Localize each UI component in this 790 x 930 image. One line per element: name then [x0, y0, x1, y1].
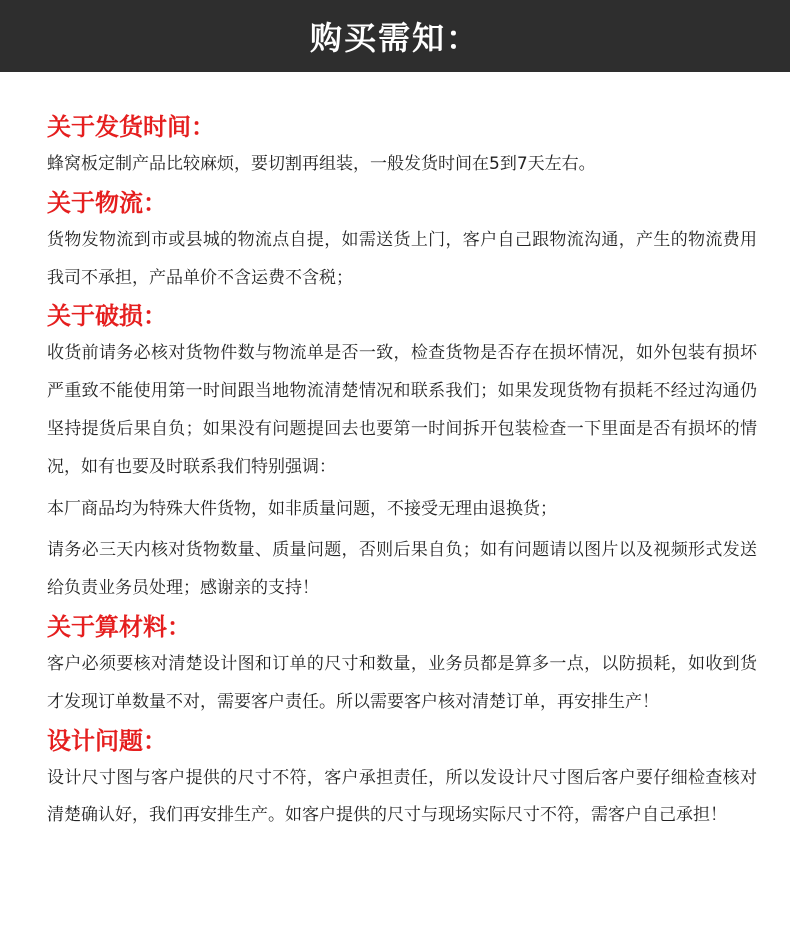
section-paragraph: 本厂商品均为特殊大件货物，如非质量问题，不接受无理由退换货；	[47, 498, 557, 519]
section-design	[47, 722, 757, 836]
section-damage	[47, 297, 757, 608]
section-paragraph: 收货前请务必核对货物件数与物流单是否一致，检查货物是否存在损坏情况，如外包装有损坏严重致不能使用第一时间跟当地物流清楚情况和联系我们；如果发现货物有损耗不经过沟通仍坚持提货后果自负；如果没有问题提回去也要第一时间拆开包装检查一下里面是否有损坏的情况，如有也要及时联系我们特别强调：	[47, 343, 757, 477]
section-logistics	[47, 184, 757, 298]
section-paragraph: 请务必三天内核对货物数量、质量问题，否则后果自负；如有问题请以图片以及视频形式发送给负责业务员处理；感谢亲的支持！	[47, 540, 757, 599]
section-paragraph: 货物发物流到市或县城的物流点自提，如需送货上门，客户自己跟物流沟通，产生的物流费用我司不承担，产品单价不含运费不含税；	[47, 229, 757, 288]
notice-content	[47, 108, 757, 835]
section-heading: 关于算材料：	[47, 612, 191, 641]
section-materials	[47, 608, 757, 722]
section-heading: 设计问题：	[47, 726, 167, 755]
page-header	[0, 0, 790, 72]
section-heading: 关于物流：	[47, 188, 167, 217]
section-paragraph: 客户必须要核对清楚设计图和订单的尺寸和数量，业务员都是算多一点，以防损耗，如收到货才发现订单数量不对，需要客户责任。所以需要客户核对清楚订单，再安排生产！	[47, 653, 757, 712]
section-paragraph: 设计尺寸图与客户提供的尺寸不符，客户承担责任，所以发设计尺寸图后客户要仔细检查核对清楚确认好，我们再安排生产。如客户提供的尺寸与现场实际尺寸不符，需客户自己承担！	[47, 767, 757, 826]
section-heading: 关于破损：	[47, 302, 167, 331]
page-title: 购买需知：	[309, 19, 480, 57]
section-paragraph: 蜂窝板定制产品比较麻烦，要切割再组装，一般发货时间在5到7天左右。	[47, 154, 596, 174]
section-heading: 关于发货时间：	[47, 113, 215, 141]
section-shipping-time	[47, 108, 757, 184]
